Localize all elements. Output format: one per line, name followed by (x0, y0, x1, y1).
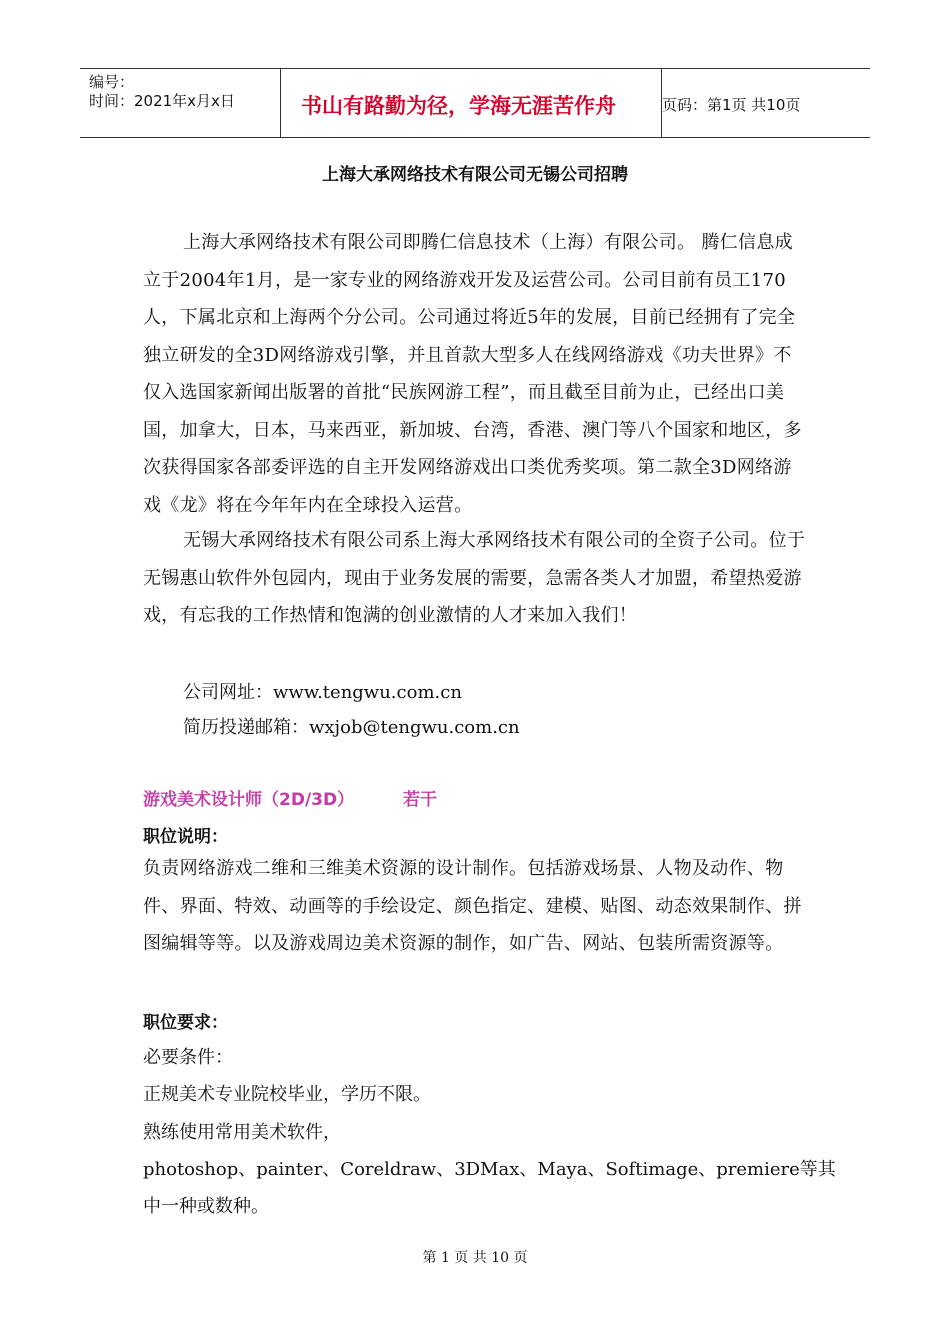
job-req-subheading: 必要条件： (143, 1047, 233, 1068)
job-description: 负责网络游戏二维和三维美术资源的设计制作。包括游戏场景、人物及动作、物件、界面、特效、动画等的手绘设定、颜色指定、建模、贴图、动态效果制作、拼图编辑等等。以及游戏周边美术资源的制作，如广告、网站、包装所需资源等。 (143, 858, 802, 954)
header-page-info: 页码：第1页 共10页 (662, 96, 801, 114)
header-meta (80, 69, 281, 137)
header-page-cell (662, 69, 870, 137)
page-footer: 第 1 页 共 10 页 (422, 1250, 528, 1266)
job-req-item-3-line-2: 中一种或数种。 (143, 1196, 269, 1217)
job-desc-heading: 职位说明： (143, 827, 228, 847)
company-website: 公司网址：www.tengwu.com.cn (183, 682, 462, 703)
job-req-item-1: 正规美术专业院校毕业，学历不限。 (143, 1084, 431, 1105)
document-title: 上海大承网络技术有限公司无锡公司招聘 (322, 165, 628, 185)
intro-paragraph-1: 上海大承网络技术有限公司即腾仁信息技术（上海）有限公司。 腾仁信息成立于2004年1月，是一家专业的网络游戏开发及运营公司。公司目前有员工170人，下属北京和上海两个分公司。公司通过将近5年的发展，目前已经拥有了完全独立研发的全3D网络游戏引擎，并且首款大型多人在线网络游戏《功夫世界》不仅入选国家新闻出版署的首批“民族网游工程”，而且截至目前为止，已经出口美国，加拿大，日本，马来西亚，新加坡、台湾，香港、澳门等八个国家和地区，多次获得国家各部委评选的自主开发网络游戏出口类优秀奖项。第二款全3D网络游戏《龙》将在今年年内在全球投入运营。 (143, 232, 802, 516)
job-count: 若干 (403, 790, 437, 810)
job-req-item-2: 熟练使用常用美术软件， (143, 1122, 341, 1143)
intro-paragraph-2: 无锡大承网络技术有限公司系上海大承网络技术有限公司的全资子公司。位于无锡惠山软件外包园内，现由于业务发展的需要，急需各类人才加盟，希望热爱游戏，有忘我的工作热情和饱满的创业激情的人才来加入我们！ (143, 530, 806, 626)
page-header (80, 68, 870, 138)
header-time: 时间：2021年x月x日 (89, 92, 235, 110)
job-title: 游戏美术设计师（2D/3D） (143, 790, 355, 810)
header-motto: 书山有路勤为径，学海无涯苦作舟 (301, 94, 616, 118)
header-motto-cell (281, 69, 662, 137)
resume-email: 简历投递邮箱：wxjob@tengwu.com.cn (183, 717, 520, 738)
job-req-item-3-line-1: photoshop、painter、Coreldraw、3DMax、Maya、Softimage、premiere等其 (143, 1159, 836, 1180)
job-req-heading: 职位要求： (143, 1013, 228, 1033)
header-number: 编号： (89, 73, 135, 91)
